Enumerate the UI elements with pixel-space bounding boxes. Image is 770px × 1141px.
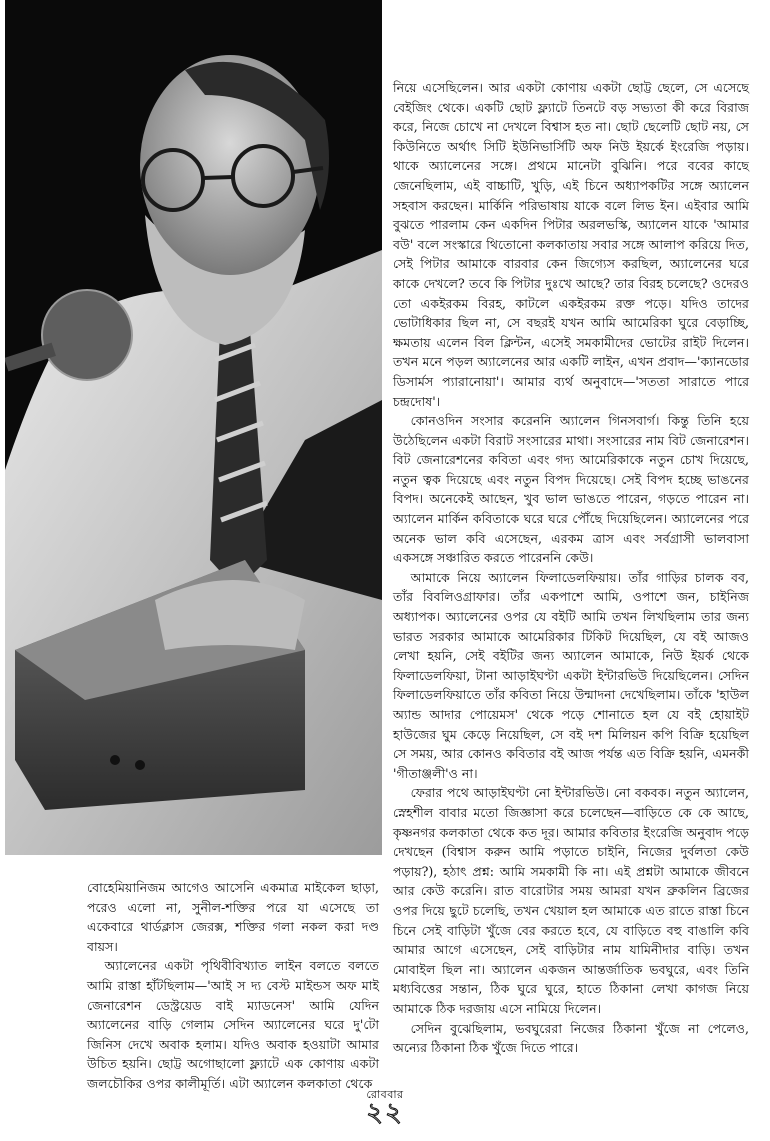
paragraph: নিয়ে এসেছিলেন। আর একটা কোণায় একটা ছোট্ট ছেলে, সে এসেছে বেইজিং থেকে। একটি ছোট ফ্ল্যাটে তিনটে বড় সভ্যতা কী করে বিরাজ করে, নিজে চোখে না দেখলে বিশ্বাস হত না। ছোট ছেলেটি ছোট নয়, সে কিউনিতে অর্থাৎ সিটি ইউনিভার্সিটি অফ নিউ ইয়র্কে ইংরেজি পড়ায়। থাকে অ্যালেনের সঙ্গে। প্রথমে মানেটা বুঝিনি। পরে ববের কাছে জেনেছিলাম, এই বাচ্চাটি, খুড়ি, এই চিনে অধ্যাপকটির সঙ্গে অ্যালেন সহবাস করছেন। মার্কিনি পরিভাষায় যাকে বলে লিভ ইন। এইবার আমি বুঝতে পারলাম কেন একদিন পিটার অরলভস্কি, অ্যালেন যাকে 'আমার বউ' বলে সংস্কারে থিতোনো কলকাতায় সবার সঙ্গে আলাপ করিয়ে দিত, সেই পিটার আমাকে বারবার কেন জিগ্যেস করছিল, অ্যালেনের ঘরে কাকে দেখলে? তবে কি পিটার দুঃখে আছে? তার বিরহ চলেছে? ওদেরও তো একইরকম বিরহ, কাটলে একইরকম রক্ত পড়ে। যদিও তাদের ভোটাধিকার ছিল না, সে বছরই যখন আমি আমেরিকা ঘুরে বেড়াচ্ছি, ক্ষমতায় এলেন বিল ক্লিন্টন, এসেই সমকামীদের ভোটের রাইট দিলেন। তখন মনে পড়ল অ্যালেনের আর একটি লাইন, এখন প্রবাদ—'ক্যানডোর ডিসার্মস প্যারানোয়া'। আমার ব্যর্থ অনুবাদে—'সততা সারাতে পারে চন্দ্রদোষ'।	[393, 80, 749, 409]
photo-poet-harmonium	[5, 0, 382, 855]
paragraph: বোহেমিয়ানিজম আগেও আসেনি একমাত্র মাইকেল ছাড়া, পরেও এলো না, সুনীল-শক্তির পরে যা এসেছে তা একেবারে থার্ডক্লাস জেরক্স, শক্তির গলা নকল করা দণ্ড বায়স।	[87, 880, 379, 954]
paragraph: আমাকে নিয়ে অ্যালেন ফিলাডেলফিয়ায়। তাঁর গাড়ির চালক বব, তাঁর বিবলিওগ্রাফার। তাঁর একপাশে আমি, ওপাশে জন, চাইনিজ অধ্যাপক। অ্যালেনের ওপর যে বইটি আমি তখন লিখছিলাম তার জন্য ভারত সরকার আমাকে আমেরিকার টিকিট দিয়েছিল, যে বই আজও লেখা হয়নি, সেই বইটির জন্য অ্যালেন আমাকে, নিউ ইয়র্ক থেকে ফিলাডেলফিয়া, টানা আড়াইঘণ্টা একটা ইন্টারভিউ দিয়েছিলেন। সেদিন ফিলাডেলফিয়াতে তাঁর কবিতা নিয়ে উন্মাদনা দেখেছিলাম। তাঁকে 'হাউল অ্যান্ড আদার পোয়েমস' থেকে পড়ে শোনাতে হল যে বই হোয়াইট হাউজের ঘুম কেড়ে নিয়েছিল, সে বই দশ মিলিয়ন কপি বিক্রি হয়েছিল সে সময়, আর কোনও কবিতার বই আজ পর্যন্ত এত বিক্রি হয়নি, এমনকী 'গীতাঞ্জলী'ও না।	[393, 569, 749, 781]
paragraph: কোনওদিন সংসার করেননি অ্যালেন গিনসবার্গ। কিন্তু তিনি হয়ে উঠেছিলেন একটা বিরাট সংসারের মাথা। সংসারের নাম বিট জেনারেশন। বিট জেনারেশনের কবিতা এবং গদ্য আমেরিকাকে নতুন চোখ দিয়েছে, নতুন ত্বক দিয়েছে এবং নতুন বিপদ দিয়েছে। সেই বিপদ হচ্ছে ভাঙনের বিপদ। অনেকেই আছেন, খুব ভাল ভাঙতে পারেন, গড়তে পারেন না। অ্যালেন মার্কিন কবিতাকে ঘরে ঘরে পৌঁছে দিয়েছিলেন। অ্যালেনের পরে অনেক ভাল কবি এসেছেন, এরকম ত্রাস এবং সর্বগ্রাসী ভালবাসা একসঙ্গে সঞ্চারিত করতে পারেননি কেউ।	[393, 413, 749, 566]
magazine-name: রোববার	[366, 1088, 404, 1101]
paragraph: অ্যালেনের একটা পৃথিবীবিখ্যাত লাইন বলতে বলতে আমি রাস্তা হাঁটছিলাম—'আই স দ্য বেস্ট মাইন্ডস অফ মাই জেনারেশন ডেস্ট্রয়েড বাই ম্যাডনেস' আমি যেদিন অ্যালেনের বাড়ি গেলাম সেদিন অ্যালেনের ঘরে দু'টো জিনিস দেখে অবাক হলাম। যদিও অবাক হওয়াটা আমার উচিত হয়নি। ছোট্ট অগোছালো ফ্ল্যাটে এক কোণায় একটা জলচৌকির ওপর কালীমূর্তি। এটা অ্যালেন কলকাতা থেকে	[87, 958, 379, 1091]
paragraph: ফেরার পথে আড়াইঘণ্টা নো ইন্টারভিউ। নো বকবক। নতুন অ্যালেন, স্নেহশীল বাবার মতো জিজ্ঞাসা করে চলেছেন—বাড়িতে কে কে আছে, কৃষ্ণনগর কলকাতা থেকে কত দূর। আমার কবিতার ইংরেজি অনুবাদ পড়ে দেখছেন (বিশ্বাস করুন আমি পড়াতে চাইনি, নিজের দুর্বলতা কেউ পড়ায়?), হঠাৎ প্রশ্ন: আমি সমকামী কি না। এই প্রশ্নটা আমাকে জীবনে আর কেউ করেনি। রাত বারোটার সময় আমরা যখন ব্রুকলিন ব্রিজের ওপর দিয়ে ছুটে চলেছি, তখন খেয়াল হল আমাকে এত রাতে রাস্তা চিনে চিনে সেই বাড়িটা খুঁজে বের করতে হবে, যে বাড়িতে বহু বাঙালি কবি আমার আগে এসেছেন, সেই বাড়িটার নাম যামিনীদার বাড়ি। তখন মোবাইল ছিল না। অ্যালেন একজন আন্তর্জাতিক ভবঘুরে, এবং তিনি মধ্যবিত্তের সন্তান, ঠিক ঘুরে ঘুরে, হাতে ঠিকানা লেখা কাগজ নিয়ে আমাকে ঠিক দরজায় এসে নামিয়ে দিলেন।	[393, 785, 749, 1016]
right-column	[393, 78, 749, 1058]
bottom-column	[87, 878, 379, 1094]
page-number: ২২	[366, 1098, 404, 1128]
paragraph: সেদিন বুঝেছিলাম, ভবঘুরেরা নিজের ঠিকানা খুঁজে না পেলেও, অন্যের ঠিকানা ঠিক খুঁজে দিতে পারে।	[393, 1020, 749, 1056]
poet-photo	[5, 0, 382, 855]
